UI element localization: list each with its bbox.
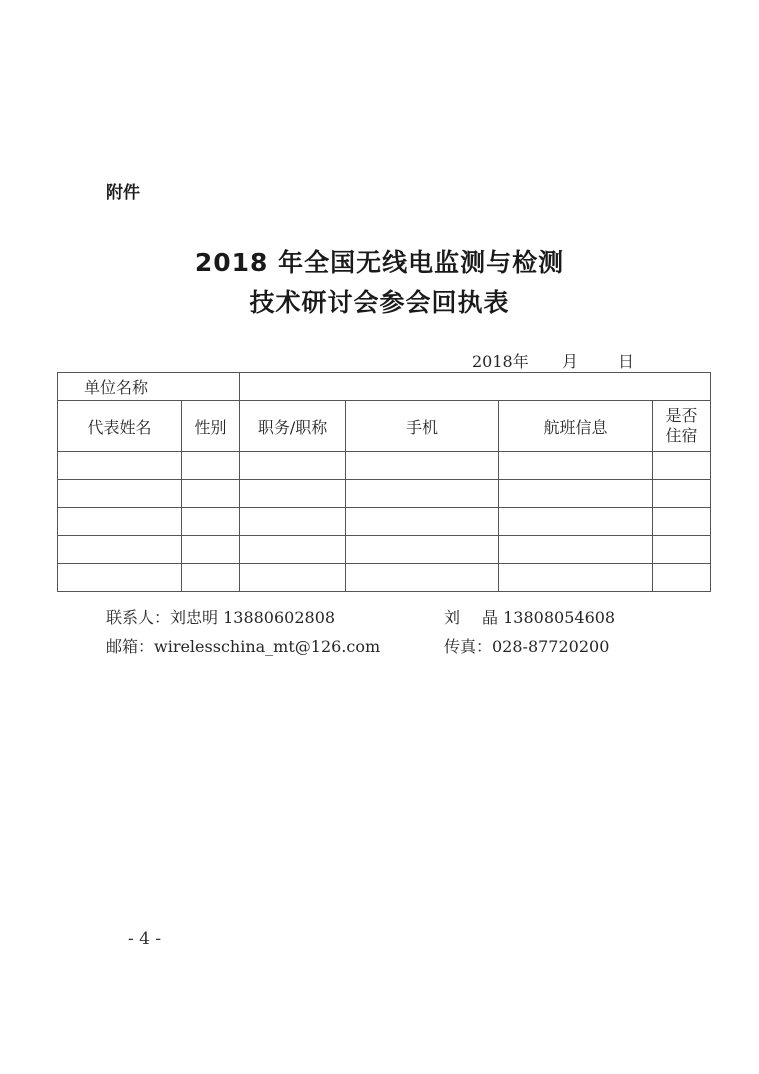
name-cell[interactable] (58, 452, 182, 480)
lodging-cell[interactable] (653, 508, 711, 536)
title-cell[interactable] (240, 564, 346, 592)
header-flight: 航班信息 (499, 401, 653, 452)
phone-cell[interactable] (346, 508, 499, 536)
header-phone: 手机 (346, 401, 499, 452)
header-lodging-line-2: 住宿 (665, 426, 698, 445)
gender-cell[interactable] (182, 508, 240, 536)
registration-form-table (57, 372, 711, 592)
phone-cell[interactable] (346, 536, 499, 564)
name-cell[interactable] (58, 480, 182, 508)
table-row (58, 564, 711, 592)
document-title-line-2: 技术研讨会参会回执表 (249, 288, 510, 317)
header-row (58, 401, 711, 452)
page-number: - 4 - (128, 929, 162, 949)
title-cell[interactable] (240, 480, 346, 508)
phone-cell[interactable] (346, 452, 499, 480)
document-title-line-1: 2018 年全国无线电监测与检测 (194, 248, 565, 277)
table-row (58, 452, 711, 480)
contact-2-surname: 刘 (444, 608, 461, 627)
contact-2-given-name: 晶 (482, 608, 499, 627)
flight-cell[interactable] (499, 564, 653, 592)
flight-cell[interactable] (499, 508, 653, 536)
contact-person-1: 联系人：刘忠明 13880602808 (106, 608, 336, 627)
lodging-cell[interactable] (653, 480, 711, 508)
gender-cell[interactable] (182, 452, 240, 480)
header-name: 代表姓名 (58, 401, 182, 452)
title-cell[interactable] (240, 508, 346, 536)
table-row (58, 508, 711, 536)
date-year: 2018年 (472, 352, 529, 371)
contact-2-phone: 13808054608 (503, 608, 616, 627)
header-lodging (653, 401, 711, 452)
phone-cell[interactable] (346, 480, 499, 508)
contact-email: 邮箱：wirelesschina_mt@126.com (106, 637, 381, 656)
gender-cell[interactable] (182, 480, 240, 508)
table-row (58, 480, 711, 508)
unit-row (58, 373, 711, 401)
flight-cell[interactable] (499, 480, 653, 508)
name-cell[interactable] (58, 536, 182, 564)
header-lodging-line-1: 是否 (665, 406, 698, 425)
date-month: 月 (562, 352, 579, 371)
lodging-cell[interactable] (653, 536, 711, 564)
contact-person-2 (444, 605, 615, 628)
title-cell[interactable] (240, 452, 346, 480)
phone-cell[interactable] (346, 564, 499, 592)
flight-cell[interactable] (499, 536, 653, 564)
title-cell[interactable] (240, 536, 346, 564)
unit-name-label: 单位名称 (58, 373, 240, 401)
gender-cell[interactable] (182, 536, 240, 564)
name-cell[interactable] (58, 508, 182, 536)
date-line (472, 349, 634, 372)
attachment-label: 附件 (106, 183, 140, 203)
date-day: 日 (618, 352, 635, 371)
header-gender: 性别 (182, 401, 240, 452)
table-row (58, 536, 711, 564)
lodging-cell[interactable] (653, 564, 711, 592)
flight-cell[interactable] (499, 452, 653, 480)
contact-fax: 传真：028-87720200 (444, 637, 610, 656)
header-title: 职务/职称 (240, 401, 346, 452)
unit-name-field[interactable] (240, 373, 711, 401)
name-cell[interactable] (58, 564, 182, 592)
lodging-cell[interactable] (653, 452, 711, 480)
gender-cell[interactable] (182, 564, 240, 592)
